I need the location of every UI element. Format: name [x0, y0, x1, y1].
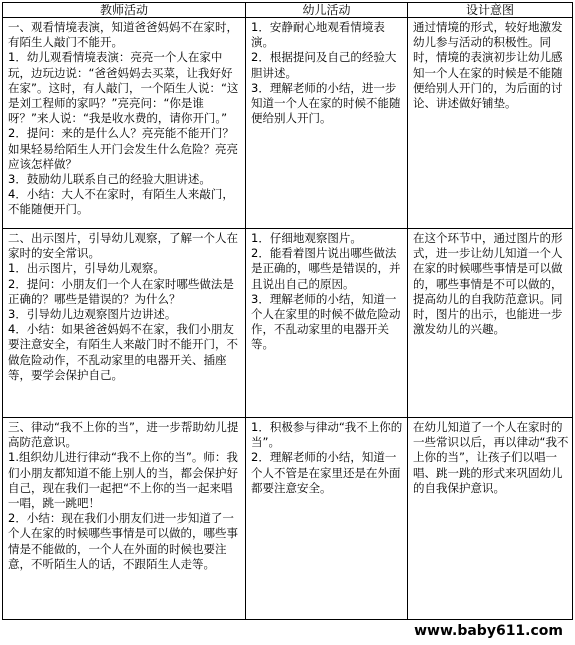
paragraph: 1．幼儿观看情境表演：亮亮一个人在家中玩，边玩边说：“爸爸妈妈去买菜，让我好好在家”。这时，有人敲门，一个陌生人说：“这是刘工程师的家吗？”亮亮问：“你是谁呀？”来人说：“我是收水费的，请你开门。”	[8, 50, 239, 126]
paragraph: 3．理解老师的小结，进一步知道一个人在家的时候不能随便给别人开门。	[251, 80, 401, 126]
design-intent-cell	[408, 229, 573, 418]
teacher-activity-cell	[3, 18, 246, 229]
design-intent-cell	[408, 18, 573, 229]
child-activity-cell	[246, 418, 408, 620]
child-activity-cell	[246, 229, 408, 418]
paragraph: 3．引导幼儿边观察图片边讲述。	[8, 307, 177, 322]
paragraph: 3．鼓励幼儿联系自己的经验大胆讲述。	[8, 172, 211, 187]
paragraph: 3．理解老师的小结，知道一个人在家里的时候不做危险动作，不乱动家里的电器开关等。	[251, 291, 401, 352]
section-title: 三、律动“我不上你的当”，进一步帮助幼儿提高防范意识。	[8, 420, 239, 450]
header-design-intent: 设计意图	[408, 3, 573, 18]
paragraph: 2．能看着图片说出哪些做法是正确的，哪些是错误的，并且说出自己的原因。	[251, 246, 401, 291]
lesson-plan-table	[2, 2, 573, 620]
watermark: www.baby611.com	[414, 623, 563, 639]
paragraph: 在这个环节中，通过图片的形式，进一步让幼儿知道一个人在家的时候哪些事情是可以做的，哪些事情是不可以做的，提高幼儿的自我防范意识。同时，图片的出示，也能进一步激发幼儿的兴趣。	[413, 231, 563, 337]
paragraph: 1．出示图片，引导幼儿观察。	[8, 261, 165, 276]
paragraph: 1．安静耐心地观看情境表演。	[251, 20, 385, 50]
paragraph: 通过情境的形式，较好地激发幼儿参与活动的积极性。同时，情境的表演初步让幼儿感知一个人在家的时候是不能随便给别人开门的，为后面的讨论、讲述做好铺垫。	[413, 20, 563, 111]
teacher-activity-cell	[3, 229, 246, 418]
paragraph: 4．小结：如果爸爸妈妈不在家，我们小朋友要注意安全，有陌生人来敲门时不能开门，不做危险动作，不乱动家里的电器开关、插座等，要学会保护自己。	[8, 322, 238, 382]
header-teacher-activity: 教师活动	[3, 3, 246, 18]
paragraph: 2．根据提问及自己的经验大胆讲述。	[251, 50, 397, 80]
table-row	[3, 229, 573, 418]
header-child-activity: 幼儿活动	[246, 3, 408, 18]
paragraph: 2．小结：现在我们小朋友们进一步知道了一个人在家的时候哪些事情是可以做的，哪些事情是不能做的，一个人在外面的时候也要注意，不听陌生人的话，不跟陌生人走等。	[8, 511, 238, 571]
table-row	[3, 18, 573, 229]
paragraph: 在幼儿知道了一个人在家时的一些常识以后，再以律动“我不上你的当”，让孩子们以唱一唱、跳一跳的形式来巩固幼儿的自我保护意识。	[413, 420, 569, 495]
design-intent-cell	[408, 418, 573, 620]
table-row	[3, 418, 573, 620]
paragraph: 1．积极参与律动“我不上你的当”。	[251, 420, 403, 450]
paragraph: 2．理解老师的小结，知道一个人不管是在家里还是在外面都要注意安全。	[251, 450, 401, 495]
header-row	[3, 3, 573, 18]
paragraph: 2．提问：小朋友们一个人在家时哪些做法是正确的？哪些是错误的？为什么？	[8, 276, 234, 306]
child-activity-cell	[246, 18, 408, 229]
paragraph: 4．小结：大人不在家时，有陌生人来敲门，不能随便开门。	[8, 187, 234, 217]
section-title: 一、观看情境表演，知道爸爸妈妈不在家时，有陌生人敲门不能开。	[8, 20, 238, 50]
paragraph: 2．提问：来的是什么人？亮亮能不能开门？如果轻易给陌生人开门会发生什么危险？亮亮应该怎样做？	[8, 126, 238, 171]
teacher-activity-cell	[3, 418, 246, 620]
paragraph: 1．仔细地观察图片。	[251, 231, 362, 245]
paragraph: 1.组织幼儿进行律动“我不上你的当”。师：我们小朋友都知道不能上别人的当，都会保护好自己，现在我们一起把“不上你的当一起来唱一唱，跳一跳吧！	[8, 450, 238, 511]
section-title: 二、出示图片，引导幼儿观察，了解一个人在家时的安全常识。	[8, 231, 238, 261]
